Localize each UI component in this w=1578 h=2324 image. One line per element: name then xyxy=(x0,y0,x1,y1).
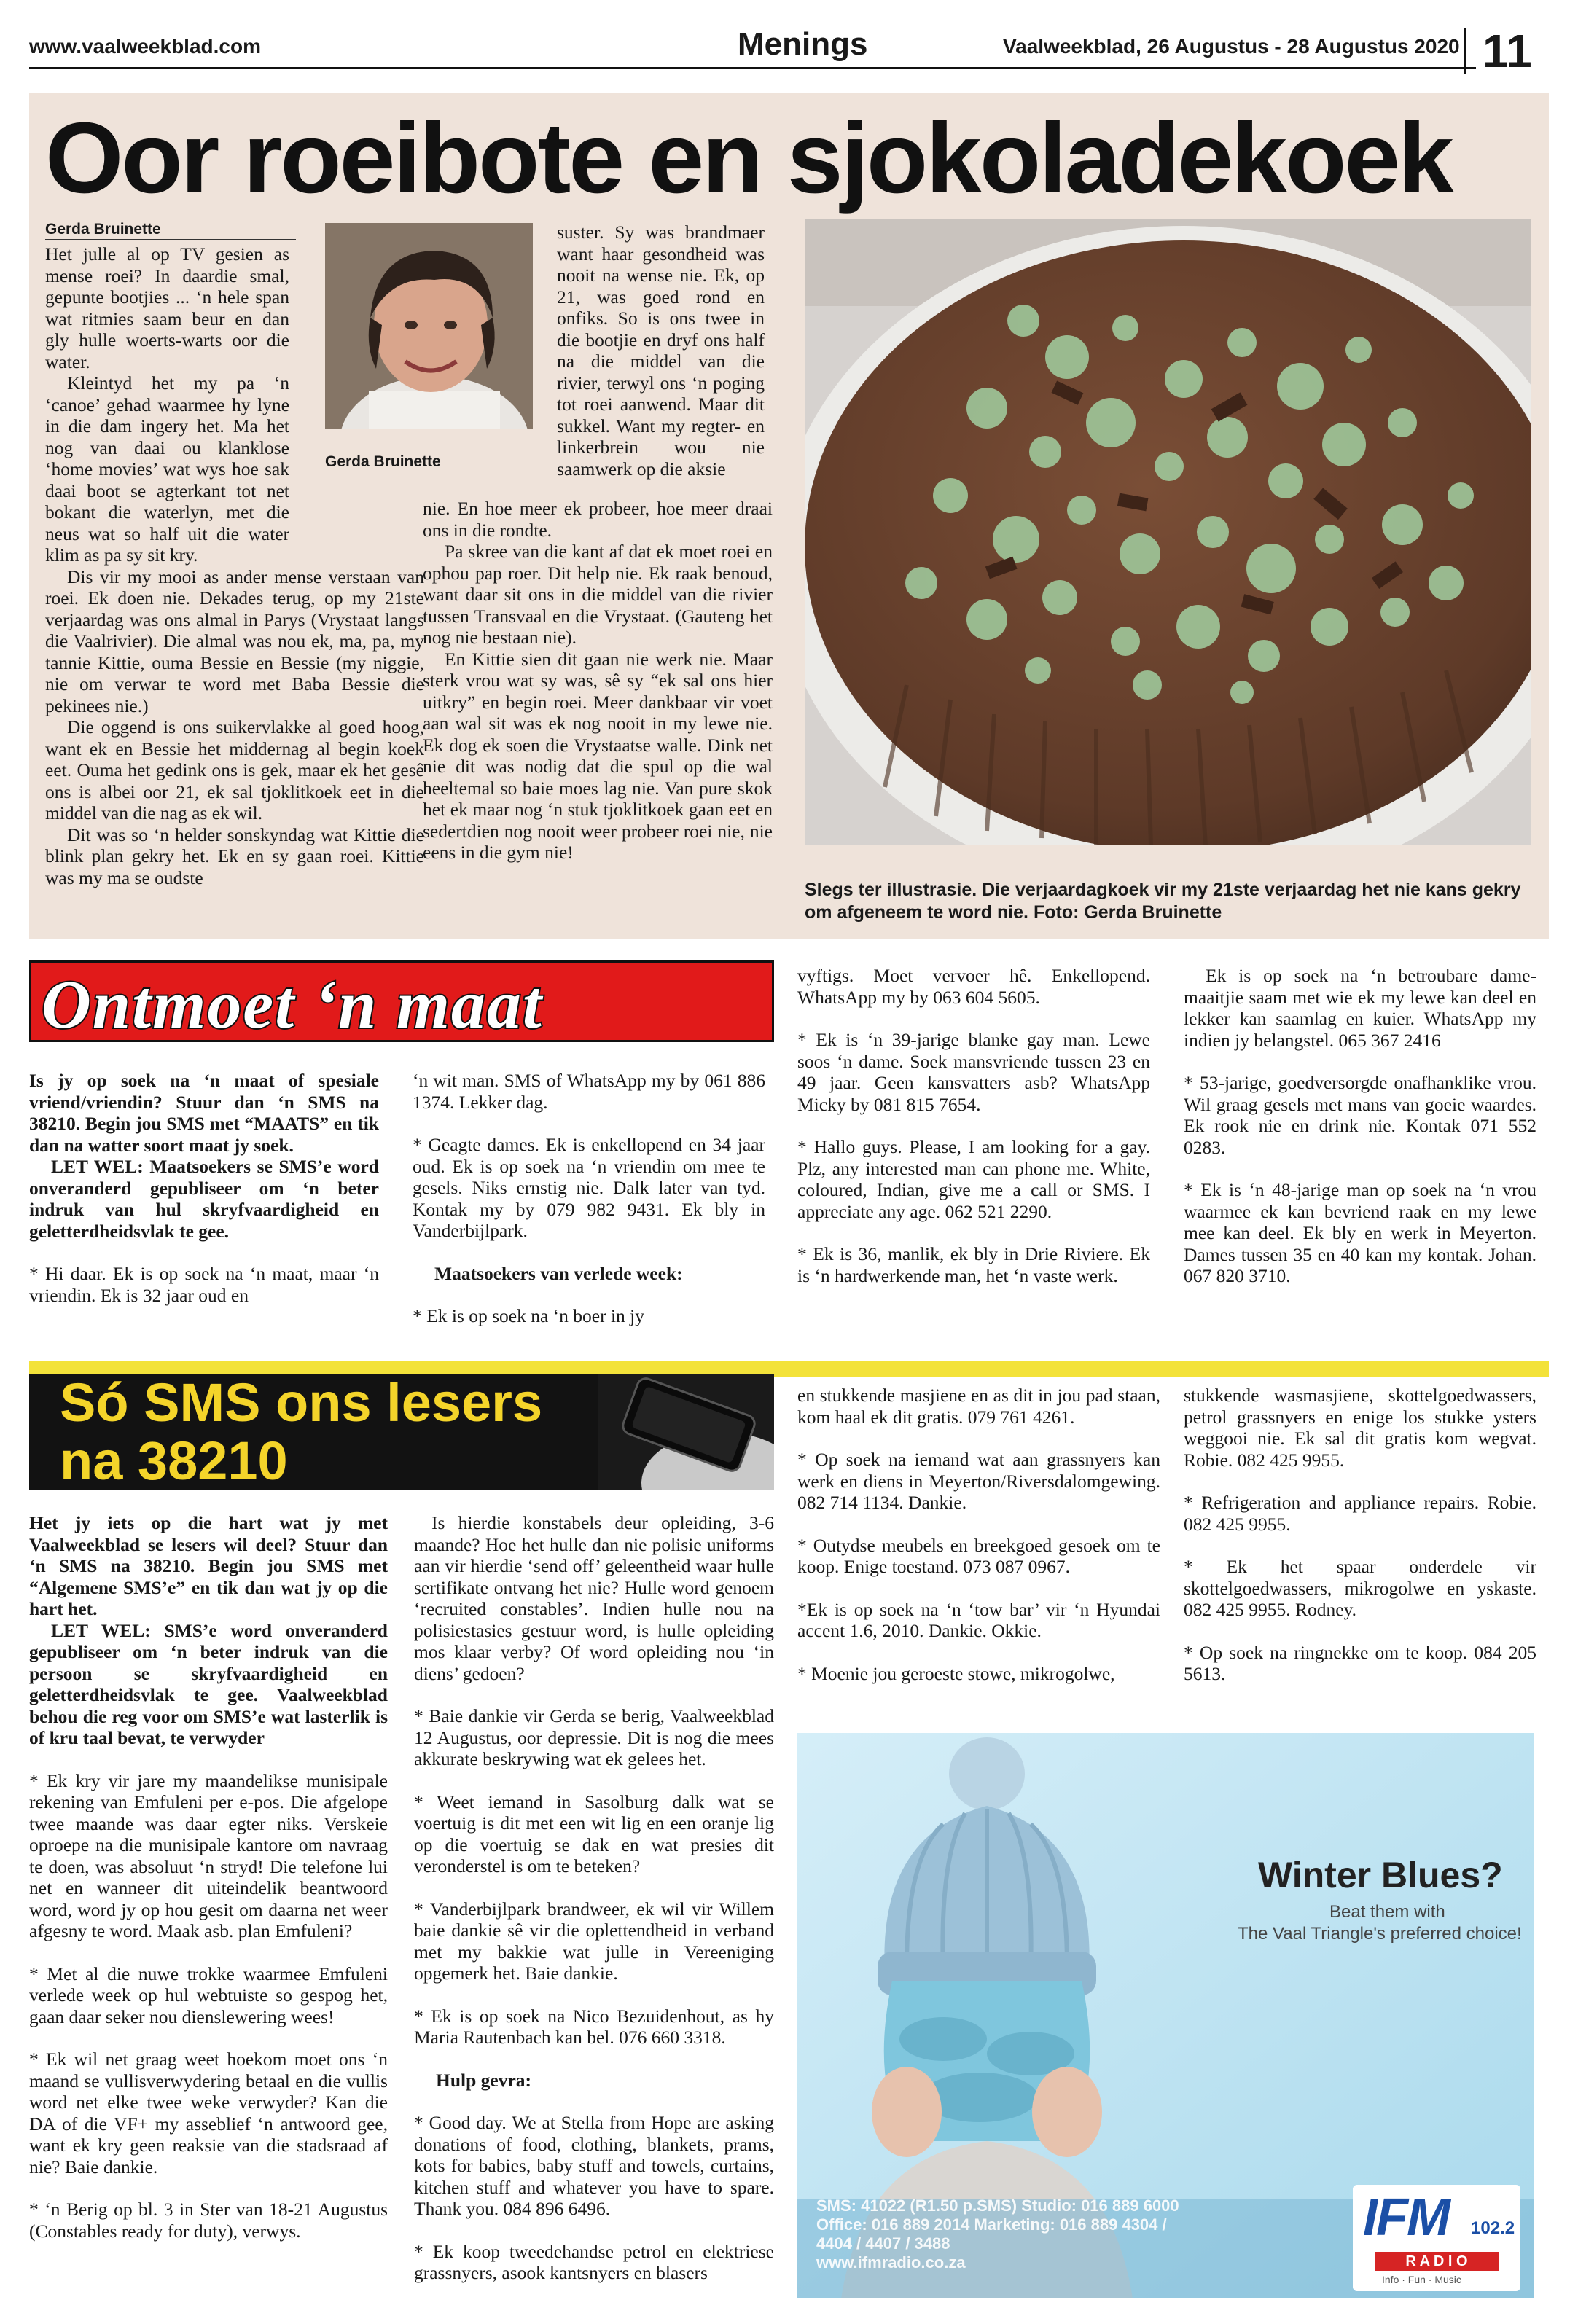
author-portrait xyxy=(325,223,533,429)
sms-column-4 xyxy=(1184,1385,1536,1706)
photo-caption: Slegs ter illustrasie. Die verjaardagkoek vir my 21ste verjaardag het nie kans gekry om afgeneem te word nie. Foto: Gerda Bruinette xyxy=(805,880,1521,923)
ontmoet-title: Ontmoet ‘n maat xyxy=(42,967,544,1043)
help-heading: Hulp gevra: xyxy=(436,2069,532,2091)
maat-ad: * Ek is 36, manlik, ek bly in Drie Riviere. Ek is ‘n hardwerkende man, het ‘n vaste werk. xyxy=(797,1243,1150,1286)
sms-message: * ‘n Berig op bl. 3 in Ster van 18-21 Augustus (Constables ready for duty), verwys. xyxy=(29,2199,388,2242)
ifm-logo-tagline: Info · Fun · Music xyxy=(1382,2274,1461,2285)
sms-column-2 xyxy=(414,1512,774,2305)
article-paragraph: Die oggend is ons suikervlakke al goed hoog, want ek en Bessie het middernag al begin koek eet. Ouma het gedink ons is gek, maar ek het gesê ons is albei oor 21, ek sal tjoklitkoek eet in die middel van die nag as ek wil. xyxy=(45,716,424,823)
sms-message: * Ek wil net graag weet hoekom moet ons ‘n maand se vullisverwydering betaal en die vullis word net elke twee weke verwyder? Kan die DA of die VF+ my asseblief ‘n antwoord gee, want ek kry geen reaksie van die stadsraad af nie? Baie dankie. xyxy=(29,2049,388,2178)
sms-message: * Refrigeration and appliance repairs. Robie. 082 425 9955. xyxy=(1184,1492,1536,1535)
header-rule xyxy=(29,67,1476,69)
maat-column-3 xyxy=(797,965,1150,1307)
article-paragraph: Het julle al op TV gesien as mense roei? In daardie smal, gepunte bootjies ... ‘n hele span wat ritmies saam beur en dan gly hulle woerts-warts oor die water. xyxy=(45,243,289,372)
maat-notice: LET WEL: Maatsoekers se SMS’e word onveranderd gepubliseer om ‘n beter indruk van hul skryfvaardigheid en geletterdheidsvlak te gee. xyxy=(29,1156,379,1242)
maat-column-2 xyxy=(413,1070,765,1348)
article-column-2 xyxy=(423,498,773,864)
sms-message: * Ek het spaar onderdele vir skottelgoedwassers, mikrogolwe en yskaste. 082 425 9955. Rodney. xyxy=(1184,1556,1536,1620)
ifm-logo xyxy=(1353,2185,1520,2291)
maat-ad: * Ek is ‘n 39-jarige blanke gay man. Lewe soos ‘n dame. Soek mansvriende tussen 23 en 49 jaar. Geen kansvatters asb? WhatsApp Micky by 081 815 7654. xyxy=(797,1029,1150,1115)
maat-ad: ‘n wit man. SMS of WhatsApp my by 061 886 1374. Lekker dag. xyxy=(413,1070,765,1113)
sms-message: * Moenie jou geroeste stowe, mikrogolwe, xyxy=(797,1662,1115,1684)
sms-column-3 xyxy=(797,1385,1160,1705)
cake-photo xyxy=(805,219,1531,845)
ifm-logo-letters: IFM xyxy=(1363,2188,1449,2247)
ifm-radio-advert[interactable] xyxy=(797,1733,1534,2298)
dateline: Vaalweekblad, 26 Augustus - 28 Augustus 2020 xyxy=(1003,35,1460,58)
article-paragraph: Dis vir my mooi as ander mense verstaan van roei. Ek doen nie. Dekades terug, op my 21ste verjaardag was ons almal in Parys (Vrystaat langs die Vaalrivier). Die almal was nou ek, ma, pa, my tannie Kittie, ouma Bessie en Bessie (my niggie, nie om verwar te word met Baba Bessie die pekinees nie.) xyxy=(45,566,424,716)
sms-intro: Het jy iets op die hart wat jy met Vaalweekblad se lesers wil deel? Stuur dan ‘n SMS na 38210. Begin jou SMS met “Algemene SMS’e” en tik dan wat jy op die hart het. xyxy=(29,1512,388,1619)
maat-intro: Is jy op soek na ‘n maat of spesiale vriend/vriendin? Stuur dan ‘n SMS na 38210. Begin jou SMS met “MAATS” en tik dan na watter soort maat jy soek. xyxy=(29,1070,379,1156)
maat-ad: * Ek is ‘n 48-jarige man op soek na ‘n vrou waarmee ek kan bevriend raak en my lewe mee kan deel. Ek bly en werk in Meyerton. Dames tussen 35 en 40 kan my kontak. Johan. 067 820 3710. xyxy=(1184,1179,1536,1286)
ad-subtitle-2: The Vaal Triangle's preferred choice! xyxy=(1238,1924,1522,1944)
maat-ad: Ek is op soek na ‘n betroubare dame-maaitjie saam met wie ek my lewe kan deel en lekker kan saamlag en kuier. WhatsApp my indien jy belangstel. 065 367 2416 xyxy=(1184,965,1536,1051)
portrait-caption: Gerda Bruinette xyxy=(325,453,441,470)
section-name: Menings xyxy=(738,26,868,62)
ad-contact-line: SMS: 41022 (R1.50 p.SMS) Studio: 016 889 6000 xyxy=(816,2196,1179,2215)
article-column-2-top xyxy=(557,222,765,480)
sms-title-line-2: na 38210 xyxy=(60,1431,288,1490)
ad-contact-details xyxy=(816,2196,1179,2272)
phone-hand-icon xyxy=(598,1374,774,1490)
sms-title-line-1: Só SMS ons lesers xyxy=(60,1374,543,1433)
ad-contact-line: Office: 016 889 2014 Marketing: 016 889 4304 / xyxy=(816,2215,1167,2234)
maat-ad: vyftigs. Moet vervoer hê. Enkellopend. WhatsApp my by 063 604 5605. xyxy=(797,965,1150,1008)
cake-image xyxy=(805,219,1531,845)
maat-ad: * Ek is op soek na ‘n boer in jy xyxy=(413,1305,644,1326)
sms-message: * Ek koop tweedehandse petrol en elektriese grassnyers, asook kantsnyers en blasers xyxy=(414,2240,774,2283)
maat-ad: * 53-jarige, goedversorgde onafhanklike vrou. Wil graag gesels met mans van goeie waardes. Ek rook nie en drink nie. Kontak 071 552 0283. xyxy=(1184,1072,1536,1158)
maat-column-1 xyxy=(29,1070,379,1306)
sms-message: stukkende wasmasjiene, skottelgoedwassers, petrol grassnyers en enige los stukke ysters weggooi nie. Ek sal dit gratis kom wegvat. Robie. 082 425 9955. xyxy=(1184,1385,1536,1471)
sms-message: *Ek is op soek na ‘n ‘tow bar’ vir ‘n Hyundai accent 1.6, 2010. Dankie. Okkie. xyxy=(797,1598,1160,1641)
sms-message: * Weet iemand in Sasolburg dalk wat se voertuig is dit met een wit lig en een oranje lig op die voertuig se dak en wat presies dit veronderstel is om te beteken? xyxy=(414,1791,774,1877)
sms-message: en stukkende masjiene en as dit in jou pad staan, kom haal ek dit gratis. 079 761 4261. xyxy=(797,1385,1160,1428)
maat-ad: * Hi daar. Ek is op soek na ‘n maat, maar ‘n vriendin. Ek is 32 jaar oud en xyxy=(29,1263,379,1306)
article-paragraph: Pa skree van die kant af dat ek moet roei en ophou pap roer. Dit help nie. Ek raak benoud, want daar sit ons in die middel van die rivier tussen Transvaal en die Vrystaat. (Gauteng het nog nie bestaan nie). xyxy=(423,541,773,648)
article-paragraph: Kleintyd het my pa ‘n ‘canoe’ gehad waarmee hy lyne in die dam ingery het. Ma het nog van daai ou klanklose ‘home movies’ wat wys hoe sak daai boot se agterkant tot net bokant die waterlyn, met die neus wat so half uit die water klim as pa sy sit kry. xyxy=(45,372,289,566)
portrait-image xyxy=(325,223,533,429)
sms-message: * Op soek na ringnekke om te koop. 084 205 5613. xyxy=(1184,1641,1536,1684)
sms-column-1 xyxy=(29,1512,388,2263)
ad-subtitle-1: Beat them with xyxy=(1329,1902,1445,1922)
sms-message: * Outydse meubels en breekgoed gesoek om te koop. Enige toestand. 073 087 0967. xyxy=(797,1534,1160,1577)
byline-rule xyxy=(45,239,296,240)
website-url[interactable]: www.vaalweekblad.com xyxy=(29,35,261,58)
maat-last-week-heading: Maatsoekers van verlede week: xyxy=(434,1262,683,1284)
sms-title xyxy=(60,1374,542,1490)
maat-ad: * Geagte dames. Ek is enkellopend en 34 jaar oud. Ek is op soek na ‘n vriendin om mee te gesels. Niks ernstig nie. Dalk later van tyd. Kontak my by 079 982 9431. Ek bly in Vanderbijlpark. xyxy=(413,1134,765,1241)
article-byline: Gerda Bruinette xyxy=(45,221,161,238)
ad-title: Winter Blues? xyxy=(1258,1855,1503,1895)
sms-message: Is hierdie konstabels deur opleiding, 3-6 maande? Hoe het hulle dan nie polisie uniforms aan vir hierdie ‘send off’ geleentheid waar hulle sertifikate ontvang het nie? Hulle word genoem ‘recruited constables’. Indien hulle nou na polisiestasies gestuur word, is hulle opleiding mos klaar verby? Of word opleiding nou ‘in diens’ gedoen? xyxy=(414,1512,774,1684)
article-paragraph: Dit was so ‘n helder sonskyndag wat Kittie die blink plan gekry het. Ek en sy gaan roei. Kittie was my ma se oudste xyxy=(45,823,424,888)
article-headline: Oor roeibote en sjokoladekoek xyxy=(45,102,1452,214)
page-number: 11 xyxy=(1483,25,1532,77)
ontmoet-banner xyxy=(29,960,774,1042)
sms-message: * Ek is op soek na Nico Bezuidenhout, as hy Maria Rautenbach kan bel. 076 660 3318. xyxy=(414,2005,774,2048)
ad-website[interactable]: www.ifmradio.co.za xyxy=(816,2253,966,2272)
maat-column-4 xyxy=(1184,965,1536,1308)
sms-message: * Op soek na iemand wat aan grassnyers kan werk en diens in Meyerton/Riversdalomgewing. 082 714 1134. Dankie. xyxy=(797,1449,1160,1513)
sms-notice: LET WEL: SMS’e word onveranderd gepubliseer om ‘n beter indruk van die persoon se skryfvaardigheid en geletterdheidsvlak te gee. Vaalweekblad behou die reg voor om SMS’e wat lasterlik is of kru taal bevat, te verwyder xyxy=(29,1619,388,1748)
sms-message: * Vanderbijlpark brandweer, ek wil vir Willem baie dankie sê vir die oplettendheid in verband met my bakkie wat julle in Vereeniging opgemerk het. Baie dankie. xyxy=(414,1898,774,1984)
ifm-logo-frequency: 102.2 xyxy=(1471,2218,1515,2238)
ifm-logo-radio: R A D I O xyxy=(1375,2252,1499,2271)
sms-banner xyxy=(29,1374,774,1490)
article-paragraph: nie. En hoe meer ek probeer, hoe meer draai ons in die rondte. xyxy=(423,498,773,541)
ad-contact-line: 4404 / 4407 / 3488 xyxy=(816,2234,950,2253)
sms-message: * Ek kry vir jare my maandelikse munisipale rekening van Emfuleni per e-pos. Die afgelope twee maande was daar egter niks. Verskeie oproepe na die munisipale kantore om navraag te doen, was absoluut ‘n stryd! Die telefone lui net en wanneer dit uiteindelik beantwoord word, word jy op hou gesit om daarna net weer afgesny te word. Maak asb. plan Emfuleni? xyxy=(29,1769,388,1941)
maat-ad: * Hallo guys. Please, I am looking for a gay. Plz, any interested man can phone me. White, coloured, Indian, give me a call or SMS. I appreciate any age. 062 521 2290. xyxy=(797,1136,1150,1222)
sms-message: * Baie dankie vir Gerda se berig, Vaalweekblad 12 Augustus, oor depressie. Dit is nog die mees akkurate beskrywing wat ek gelees het. xyxy=(414,1705,774,1769)
article-paragraph: suster. Sy was brandmaer want haar gesondheid was nooit na wense nie. Ek, op 21, was goed rond en onfiks. So is ons twee in die bootjie en dryf ons half na die middel van die rivier, terwyl ons ‘n poging tot roei aanwend. Maar dit sukkel. Want my regter- en linkerbrein wou nie saamwerk op die aksie xyxy=(557,222,765,480)
sms-message: * Good day. We at Stella from Hope are asking donations of food, clothing, blankets, prams, kots for babies, baby stuff and towels, curtains, kitchen stuff and whatever you have to spare. Thank you. 084 896 6496. xyxy=(414,2112,774,2219)
sms-message: * Met al die nuwe trokke waarmee Emfuleni verlede week op hul webtuiste so gespog het, gaan daar seker nou dienslewering wees! xyxy=(29,1963,388,2027)
article-paragraph: En Kittie sien dit gaan nie werk nie. Maar sterk vrou wat sy was, sê sy “ek sal ons hier uitkry” en begin roei. Meer dankbaar vir voet aan wal sit was ek nog nooit in my lewe nie. Ek dog ek soen die Vrystaatse walle. Dink net nie dit was nodig dat die spul op die wal heeltemal so baie moes lag nie. Van pure skok het ek maar nog ‘n stuk tjoklitkoek gaan eet en sedertdien nog nooit weer probeer roei nie, nie eens in die gym nie! xyxy=(423,648,773,863)
